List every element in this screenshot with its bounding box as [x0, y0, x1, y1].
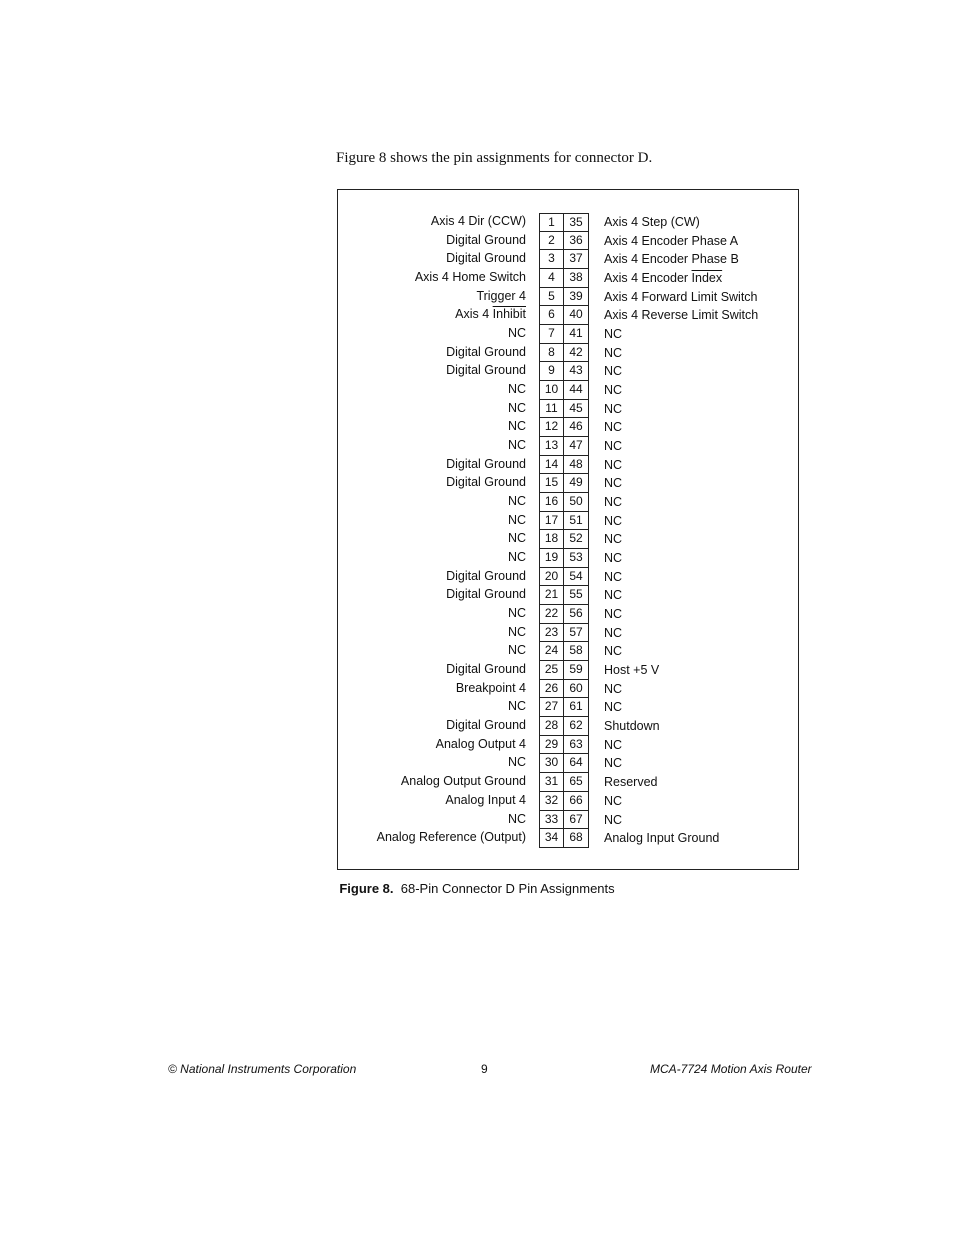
right-signal-label: Axis 4 Encoder Phase A: [604, 233, 739, 248]
pin-number: 61: [564, 698, 589, 717]
pin-row: [338, 418, 798, 437]
left-signal-label: NC: [507, 400, 526, 415]
pin-row: [338, 306, 798, 325]
pin-number: 19: [539, 549, 564, 568]
left-signal-label: Analog Input 4: [445, 792, 526, 807]
pin-number: 32: [539, 792, 564, 811]
pin-number: 44: [564, 381, 589, 400]
right-signal-label: Axis 4 Encoder Phase B: [604, 252, 739, 267]
pin-number: 36: [564, 232, 589, 251]
pin-row: [338, 288, 798, 307]
figure-caption: [0, 881, 954, 896]
pin-number: 40: [564, 306, 589, 325]
pin-number: 38: [564, 269, 589, 288]
pin-number: 23: [539, 624, 564, 643]
pin-number: 1: [539, 213, 564, 232]
left-signal-label: Analog Output 4: [435, 736, 526, 751]
pin-number: 63: [564, 736, 589, 755]
pin-number: 67: [564, 811, 589, 830]
pin-number: 16: [539, 493, 564, 512]
pin-number: 26: [539, 680, 564, 699]
right-signal-label: NC: [604, 401, 623, 416]
right-signal-label: NC: [604, 364, 623, 379]
right-signal-label: NC: [604, 551, 623, 566]
pin-number: 54: [564, 568, 589, 587]
pin-row: [338, 325, 798, 344]
left-signal-label: NC: [507, 755, 526, 770]
left-signal-label: NC: [507, 438, 526, 453]
pin-row: [338, 773, 798, 792]
left-signal-label: NC: [507, 382, 526, 397]
pin-number: 6: [539, 306, 564, 325]
pin-row: [338, 568, 798, 587]
left-signal-active-low: Inhibit: [492, 307, 526, 322]
pin-number: 41: [564, 325, 589, 344]
pin-row: [338, 642, 798, 661]
right-signal-label: Axis 4 Forward Limit Switch: [604, 289, 758, 304]
right-signal-label: Axis 4 Step (CW): [604, 215, 700, 229]
pin-number: 9: [539, 362, 564, 381]
right-signal-label: NC: [604, 737, 623, 752]
right-signal-label: NC: [604, 383, 623, 398]
pin-number: 46: [564, 418, 589, 437]
pin-number: 20: [539, 568, 564, 587]
pin-number: 35: [564, 213, 589, 232]
left-signal-label: Axis 4 Home Switch: [414, 270, 526, 285]
pin-number: 51: [564, 512, 589, 531]
pin-number: 14: [539, 456, 564, 475]
left-signal-label: NC: [507, 550, 526, 565]
pin-number: 33: [539, 811, 564, 830]
pin-row: [338, 381, 798, 400]
pin-number: 29: [539, 736, 564, 755]
pin-number: 62: [564, 717, 589, 736]
left-signal-label: Digital Ground: [446, 662, 526, 677]
pin-row: [338, 400, 798, 419]
left-signal-label: NC: [507, 643, 526, 658]
pin-row: [338, 213, 798, 232]
left-signal-label: Digital Ground: [446, 232, 526, 247]
pin-row: [338, 456, 798, 475]
pin-row: [338, 792, 798, 811]
pin-number: 66: [564, 792, 589, 811]
left-signal-label: Digital Ground: [446, 587, 526, 602]
right-signal-label: NC: [604, 439, 623, 454]
footer-copyright: © National Instruments Corporation: [168, 1062, 357, 1076]
pin-number: 17: [539, 512, 564, 531]
left-signal-label: Digital Ground: [446, 718, 526, 733]
right-signal-label: NC: [604, 793, 623, 808]
left-signal-label: Digital Ground: [446, 475, 526, 490]
pin-number: 60: [564, 680, 589, 699]
right-signal-label: NC: [604, 644, 623, 659]
pin-number: 4: [539, 269, 564, 288]
pin-number: 58: [564, 642, 589, 661]
pin-number: 42: [564, 344, 589, 363]
pin-number: 49: [564, 474, 589, 493]
pin-row: [338, 811, 798, 830]
pin-number: 21: [539, 586, 564, 605]
pin-row: [338, 586, 798, 605]
right-signal-label: Axis 4 Reverse Limit Switch: [604, 308, 759, 323]
pin-row: [338, 362, 798, 381]
pin-row: [338, 250, 798, 269]
footer-page-number: 9: [481, 1062, 488, 1076]
left-signal-label: NC: [507, 531, 526, 546]
pin-number: 15: [539, 474, 564, 493]
pin-number: 10: [539, 381, 564, 400]
pin-table: [338, 213, 798, 848]
left-signal-label: Analog Reference (Output): [376, 830, 526, 845]
pin-number: 13: [539, 437, 564, 456]
pin-number: 48: [564, 456, 589, 475]
pin-number: 24: [539, 642, 564, 661]
pin-row: [338, 680, 798, 699]
pin-number: 30: [539, 754, 564, 773]
pin-number: 68: [564, 829, 589, 848]
connector-figure: [337, 189, 799, 870]
pin-number: 27: [539, 698, 564, 717]
pin-row: [338, 512, 798, 531]
pin-number: 47: [564, 437, 589, 456]
pin-number: 2: [539, 232, 564, 251]
left-signal-label: NC: [507, 494, 526, 509]
footer-product: MCA-7724 Motion Axis Router: [650, 1062, 812, 1076]
left-signal-label: NC: [507, 419, 526, 434]
right-signal-label: NC: [604, 700, 623, 715]
left-signal-label: Digital Ground: [446, 251, 526, 266]
pin-row: [338, 754, 798, 773]
pin-number: 43: [564, 362, 589, 381]
pin-row: [338, 661, 798, 680]
pin-number: 59: [564, 661, 589, 680]
right-signal-label: NC: [604, 345, 623, 360]
right-signal-label: Host +5 V: [604, 663, 660, 678]
right-signal-label: NC: [604, 588, 623, 603]
right-signal-label: Shutdown: [604, 719, 660, 734]
pin-number: 55: [564, 586, 589, 605]
left-signal-label: Analog Output Ground: [400, 774, 526, 789]
pin-number: 18: [539, 530, 564, 549]
left-signal-label: Breakpoint 4: [455, 680, 526, 695]
right-signal-label: Axis 4 Encoder Index: [604, 271, 723, 286]
left-signal-label: Digital Ground: [446, 568, 526, 583]
left-signal-label: Axis 4 Inhibit: [455, 307, 526, 322]
pin-number: 37: [564, 250, 589, 269]
right-signal-label: Analog Input Ground: [604, 831, 720, 846]
pin-number: 53: [564, 549, 589, 568]
right-signal-active-low: Index: [691, 271, 723, 286]
left-signal-label: NC: [507, 811, 526, 826]
left-signal-label: Digital Ground: [446, 344, 526, 359]
left-signal-label: Trigger 4: [476, 288, 526, 303]
pin-row: [338, 717, 798, 736]
pin-row: [338, 232, 798, 251]
left-signal-label: NC: [507, 699, 526, 714]
right-signal-label: NC: [604, 569, 623, 584]
pin-row: [338, 437, 798, 456]
left-signal-label: Digital Ground: [446, 363, 526, 378]
right-signal-label: NC: [604, 681, 623, 696]
left-signal-label: Digital Ground: [446, 456, 526, 471]
pin-row: [338, 736, 798, 755]
right-signal-label: NC: [604, 625, 623, 640]
pin-row: [338, 698, 798, 717]
right-signal-label: NC: [604, 812, 623, 827]
right-signal-label: NC: [604, 532, 623, 547]
right-signal-label: Reserved: [604, 775, 658, 790]
intro-paragraph: Figure 8 shows the pin assignments for connector D.: [336, 150, 653, 166]
pin-number: 5: [539, 288, 564, 307]
pin-row: [338, 269, 798, 288]
pin-number: 39: [564, 288, 589, 307]
pin-row: [338, 344, 798, 363]
pin-row: [338, 493, 798, 512]
pin-number: 8: [539, 344, 564, 363]
right-signal-label: NC: [604, 513, 623, 528]
pin-number: 57: [564, 624, 589, 643]
pin-number: 3: [539, 250, 564, 269]
pin-number: 25: [539, 661, 564, 680]
pin-row: [338, 549, 798, 568]
pin-number: 12: [539, 418, 564, 437]
pin-number: 28: [539, 717, 564, 736]
right-signal-label: NC: [604, 476, 623, 491]
left-signal-label: NC: [507, 624, 526, 639]
pin-number: 22: [539, 605, 564, 624]
pin-number: 64: [564, 754, 589, 773]
pin-number: 56: [564, 605, 589, 624]
pin-row: [338, 474, 798, 493]
pin-number: 11: [539, 400, 564, 419]
pin-row: [338, 624, 798, 643]
right-signal-label: NC: [604, 327, 623, 342]
pin-number: 45: [564, 400, 589, 419]
pin-number: 34: [539, 829, 564, 848]
pin-row: [338, 530, 798, 549]
pin-number: 50: [564, 493, 589, 512]
right-signal-label: NC: [604, 495, 623, 510]
right-signal-label: NC: [604, 607, 623, 622]
left-signal-label: NC: [507, 326, 526, 341]
right-signal-label: NC: [604, 756, 623, 771]
right-signal-label: NC: [604, 457, 623, 472]
left-signal-label: NC: [507, 512, 526, 527]
right-signal-label: NC: [604, 420, 623, 435]
left-signal-label: NC: [507, 606, 526, 621]
figure-title: 68-Pin Connector D Pin Assignments: [400, 881, 615, 896]
pin-number: 52: [564, 530, 589, 549]
pin-row: [338, 829, 798, 848]
left-signal-label: Axis 4 Dir (CCW): [430, 214, 526, 228]
pin-number: 31: [539, 773, 564, 792]
pin-number: 7: [539, 325, 564, 344]
pin-row: [338, 605, 798, 624]
figure-label: Figure 8.: [339, 881, 394, 896]
pin-number: 65: [564, 773, 589, 792]
